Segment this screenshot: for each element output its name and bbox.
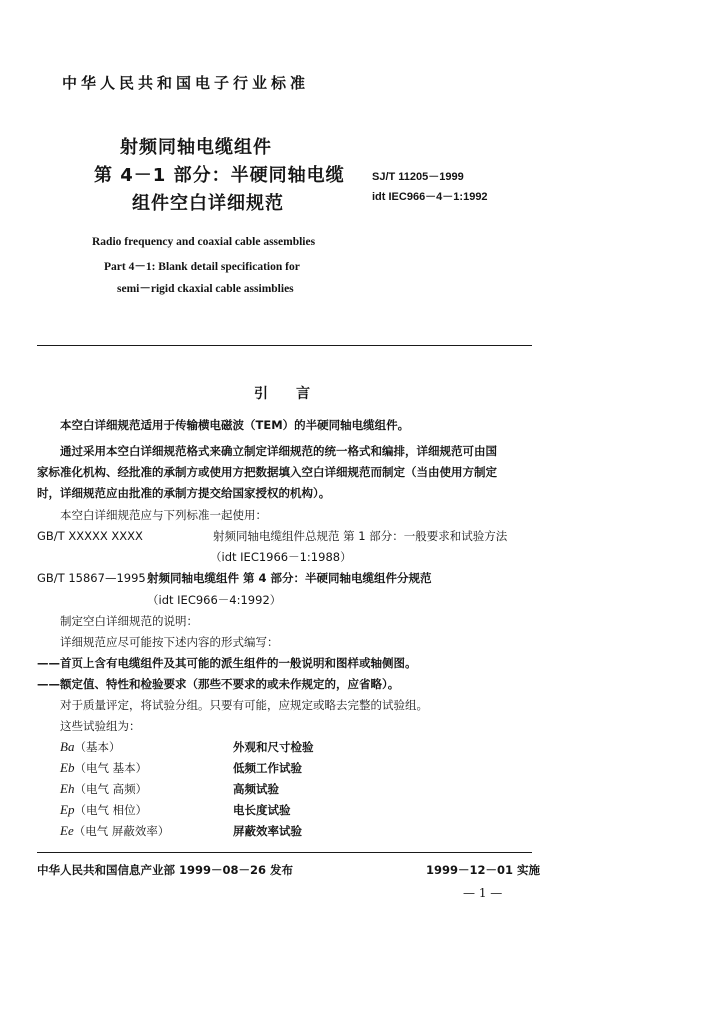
intro-paragraph-2-line-3: 时，详细规范应由批准的承制方提交给国家授权的机构）。: [37, 486, 331, 500]
intro-paragraph-4: 制定空白详细规范的说明：: [60, 614, 198, 628]
test-group-name: 外观和尺寸检验: [233, 740, 314, 754]
reference-2-title: 射频同轴电缆组件 第 4 部分：半硬同轴电缆组件分规范: [147, 571, 432, 585]
test-group-code: Ee: [60, 823, 74, 838]
reference-2-idt: （idt IEC966－4:1992）: [147, 593, 282, 607]
title-cn-line-2: 第 4－1 部分：半硬同轴电缆: [94, 165, 345, 186]
intro-paragraph-6: ——首页上含有电缆组件及其可能的派生组件的一般说明和图样或轴侧图。: [37, 656, 417, 670]
test-group-code: Ba: [60, 739, 75, 754]
intro-paragraph-2-line-2: 家标准化机构、经批准的承制方或使用方把数据填入空白详细规范而制定（当由使用方制定: [37, 465, 497, 479]
test-group-name: 电长度试验: [233, 803, 291, 817]
test-group-name: 高频试验: [233, 782, 279, 796]
intro-paragraph-2-line-1: 通过采用本空白详细规范格式来确立制定详细规范的统一格式和编排，详细规范可由国: [60, 444, 497, 458]
title-cn-line-3: 组件空白详细规范: [132, 193, 284, 214]
test-group-label: [60, 760, 147, 776]
test-group-desc: （电气 相位）: [74, 803, 148, 817]
test-group-label: [60, 823, 169, 839]
implementation-date: 1999－12－01 实施: [426, 863, 541, 877]
idt-number: idt IEC966－4－1:1992: [372, 191, 488, 203]
test-group-desc: （基本）: [74, 740, 121, 754]
test-group-label: [60, 739, 120, 755]
test-group-name: 低频工作试验: [233, 761, 302, 775]
standard-category-label: 中华人民共和国电子行业标准: [62, 74, 310, 92]
intro-paragraph-9: 这些试验组为：: [60, 719, 141, 733]
test-group-desc: （电气 屏蔽效率）: [73, 824, 170, 838]
bottom-divider: [37, 852, 532, 853]
introduction-heading: [254, 383, 310, 403]
reference-2-code: GB/T 15867—1995: [37, 571, 146, 585]
top-divider: [37, 345, 532, 346]
test-group-code: Ep: [60, 802, 75, 817]
publication-info: 中华人民共和国信息产业部 1999－08－26 发布: [37, 863, 294, 877]
test-group-name: 屏蔽效率试验: [233, 824, 302, 838]
intro-paragraph-7: ——额定值、特性和检验要求（那些不要求的或未作规定的，应省略）。: [37, 677, 400, 691]
test-group-code: Eb: [60, 760, 75, 775]
title-en-line-1: Radio frequency and coaxial cable assemblies: [92, 236, 316, 248]
reference-1-code: GB/T XXXXX XXXX: [37, 529, 143, 543]
reference-1-idt: （idt IEC1966－1:1988）: [210, 550, 352, 564]
intro-heading-char-1: 引: [254, 386, 268, 402]
intro-paragraph-1: 本空白详细规范适用于传输横电磁波（TEM）的半硬同轴电缆组件。: [60, 418, 410, 432]
intro-paragraph-3: 本空白详细规范应与下列标准一起使用：: [60, 508, 267, 522]
test-group-label: [60, 781, 147, 797]
page-number: — 1 —: [463, 886, 503, 900]
title-en-line-3: semi－rigid ckaxial cable assimblies: [117, 283, 294, 295]
title-cn-line-1: 射频同轴电缆组件: [120, 137, 272, 158]
test-group-desc: （电气 高频）: [74, 782, 148, 796]
test-group-desc: （电气 基本）: [74, 761, 148, 775]
title-en-line-2: Part 4－1: Blank detail specification for: [104, 261, 300, 273]
test-group-label: [60, 802, 147, 818]
standard-number: SJ/T 11205－1999: [372, 171, 464, 183]
reference-1-title: 射频同轴电缆组件总规范 第 1 部分：一般要求和试验方法: [213, 529, 508, 543]
intro-paragraph-8: 对于质量评定，将试验分组。只要有可能，应规定或略去完整的试验组。: [60, 698, 428, 712]
intro-heading-char-2: 言: [296, 386, 310, 402]
test-group-code: Eh: [60, 781, 75, 796]
intro-paragraph-5: 详细规范应尽可能按下述内容的形式编写：: [60, 635, 279, 649]
